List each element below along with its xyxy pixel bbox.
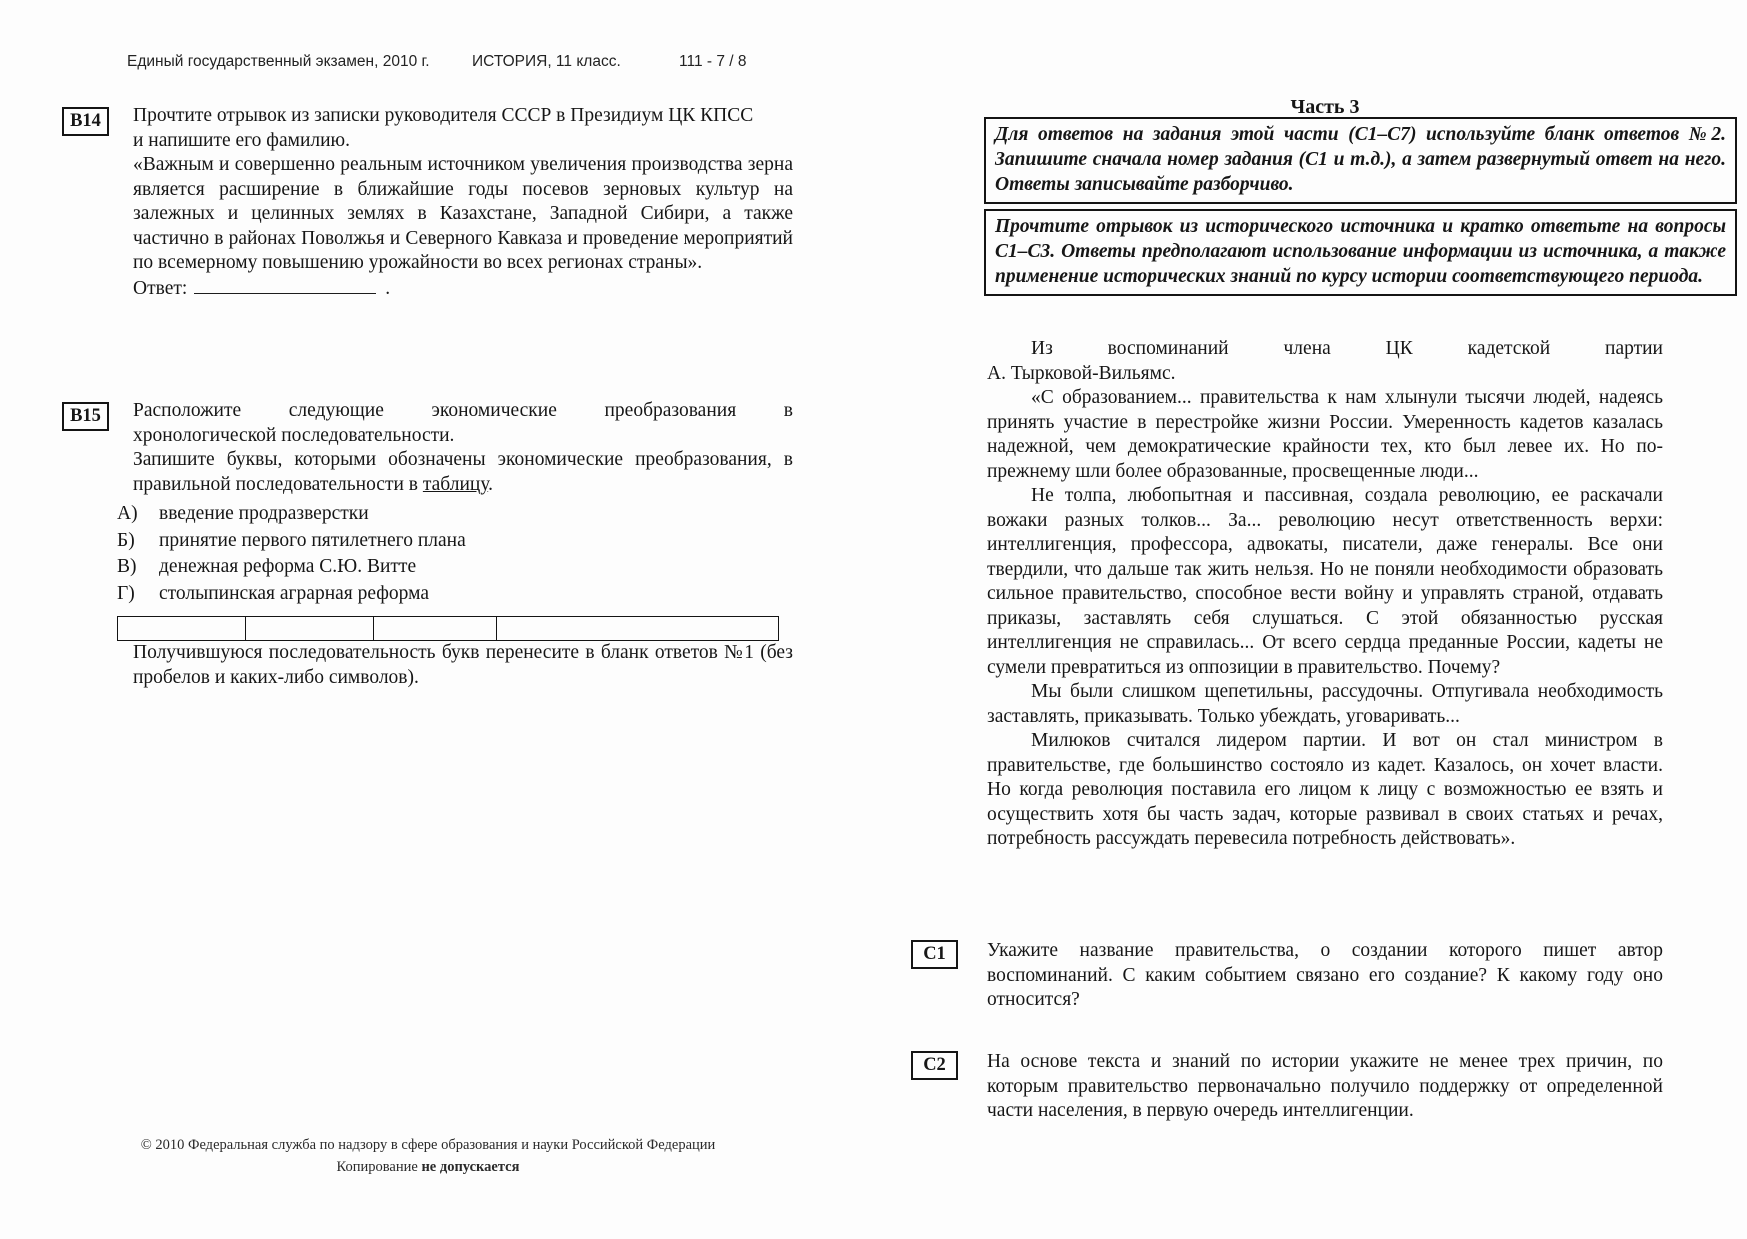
footer-copyright: © 2010 Федеральная служба по надзору в сфере образования и науки Российской Федерации	[140, 1137, 716, 1153]
footer-copy-notice	[62, 1156, 794, 1178]
part3-instruction-box-2: Прочтите отрывок из исторического источника и кратко ответьте на вопросы С1–С3. Ответы предполагают использование информации из источника, а также применение исторических знаний по курсу истории соответствующего периода.	[984, 209, 1737, 296]
option-text: столыпинская аграрная реформа	[159, 582, 429, 604]
option-text: принятие первого пятилетнего плана	[159, 529, 466, 551]
b15-instruction-period: .	[488, 473, 494, 495]
source-paragraph: Мы были слишком щепетильны, рассудочны. Отпугивала необходимость заставлять, приказывать. Только убеждать, уговаривать...	[987, 681, 1663, 727]
b15-answer-table	[117, 616, 779, 641]
b14-answer-period: .	[385, 277, 391, 299]
footer-copy-bold: не допускается	[421, 1159, 520, 1175]
source-text	[987, 337, 1663, 852]
source-paragraph: Милюков считался лидером партии. И вот он стал министром в правительстве, где большинство состояло из кадет. Казалось, он хочет власти. Но когда революция поставила его лицом к лицу с возможностью ее взять и осуществить хотя бы часть задач, которые развивал в своих статьях и речах, потребность рассуждать перевесила потребность действовать».	[987, 730, 1663, 849]
b15-instruction	[133, 448, 793, 497]
b15-intro-line1: Расположите следующие экономические преобразования в	[133, 400, 793, 421]
footer-copy-prefix: Копирование	[336, 1159, 422, 1175]
answer-cell	[246, 617, 374, 640]
task-c1-text: Укажите название правительства, о создании которого пишет автор воспоминаний. С каким событием связано его создание? К какому году оно относится?	[987, 940, 1663, 1010]
part3-instruction-box-1: Для ответов на задания этой части (С1–С7) используйте бланк ответов №2. Запишите сначала номер задания (С1 и т.д.), а затем развернутый ответ на него. Ответы записывайте разборчиво.	[984, 117, 1737, 204]
task-c2-text: На основе текста и знаний по истории укажите не менее трех причин, по которым правительство первоначально получило поддержку от определенной части населения, в первую очередь интеллигенции.	[987, 1051, 1663, 1121]
task-label-b15: В15	[62, 402, 109, 431]
b15-instruction-table-word: таблицу	[422, 473, 489, 495]
header-exam-title: Единый государственный экзамен, 2010 г.	[127, 53, 430, 70]
task-label-c1: С1	[911, 940, 958, 969]
task-b14	[133, 104, 793, 301]
b15-instruction-text: Запишите буквы, которыми обозначены экономические преобразования, в правильной последовательности в	[133, 449, 793, 495]
b14-answer-blank	[194, 276, 376, 294]
answer-cell	[118, 617, 246, 640]
source-heading-line1: Из воспоминаний члена ЦК кадетской партии	[1031, 338, 1663, 359]
task-b15	[117, 399, 793, 690]
b15-option-a	[117, 501, 793, 528]
option-letter: В)	[117, 556, 137, 577]
option-letter: А)	[117, 503, 138, 524]
b15-option-g	[117, 581, 793, 608]
b14-intro-line1: Прочтите отрывок из записки руководителя СССР в Президиум ЦК КПСС	[133, 105, 754, 126]
answer-cell	[497, 617, 778, 640]
b15-transfer-note: Получившуюся последовательность букв перенесите в бланк ответов №1 (без пробелов и каких-либо символов).	[133, 642, 793, 688]
task-label-c2: С2	[911, 1051, 958, 1080]
option-text: денежная реформа С.Ю. Витте	[159, 556, 417, 577]
source-paragraph: «С образованием... правительства к нам хлынули тысячи людей, надеясь принять участие в перестройке жизни России. Умеренность кадетов казалась надежной, чем демократические крайности тех, кто был левее их. Но по-прежнему шли более образованные, просвещенные люди...	[987, 387, 1663, 482]
b14-intro-line2: и напишите его фамилию.	[133, 129, 350, 151]
page-footer	[62, 1134, 794, 1178]
option-letter: Г)	[117, 582, 135, 604]
task-label-b14: В14	[62, 107, 109, 136]
header-subject: ИСТОРИЯ, 11 класс.	[472, 53, 621, 70]
b15-intro-line2: хронологической последовательности.	[133, 424, 455, 446]
b15-option-b	[117, 528, 793, 555]
option-text: введение продразверстки	[159, 503, 369, 524]
part3-instructions	[984, 117, 1737, 296]
b14-answer-label: Ответ:	[133, 277, 188, 299]
b14-answer-line	[133, 276, 793, 302]
answer-cell	[374, 617, 497, 640]
b15-options	[117, 501, 793, 607]
header-page-number: 111 - 7 / 8	[679, 53, 747, 70]
part3-title: Часть 3	[1290, 96, 1360, 118]
option-letter: Б)	[117, 529, 135, 551]
b15-option-v	[117, 554, 793, 581]
source-heading-line2: А. Тырковой-Вильямс.	[987, 362, 1176, 384]
source-paragraph: Не толпа, любопытная и пассивная, создала революцию, ее раскачали вожаки разных толков... За... революцию несут ответственность верхи: интеллигенция, профессора, адвокаты, писатели, даже генералы. Все они твердили, что дальше так жить нельзя. Но не поняли необходимости образовать сильное правительство, способное вести войну и управлять страной, отдавать приказы, заставлять себя слушаться. С этой обязанностью русская интеллигенция не справилась... От всего сердца преданные России, кадеты не сумели превратиться из оппозиции в правительство. Почему?	[987, 485, 1663, 678]
b14-quote: «Важным и совершенно реальным источником увеличения производства зерна является расширение в ближайшие годы посевов зерновых культур на залежных и целинных землях в Казахстане, Западной Сибири, а также частично в районах Поволжья и Северного Кавказа и проведение мероприятий по всемерному повышению урожайности во всех регионах страны».	[133, 154, 793, 273]
